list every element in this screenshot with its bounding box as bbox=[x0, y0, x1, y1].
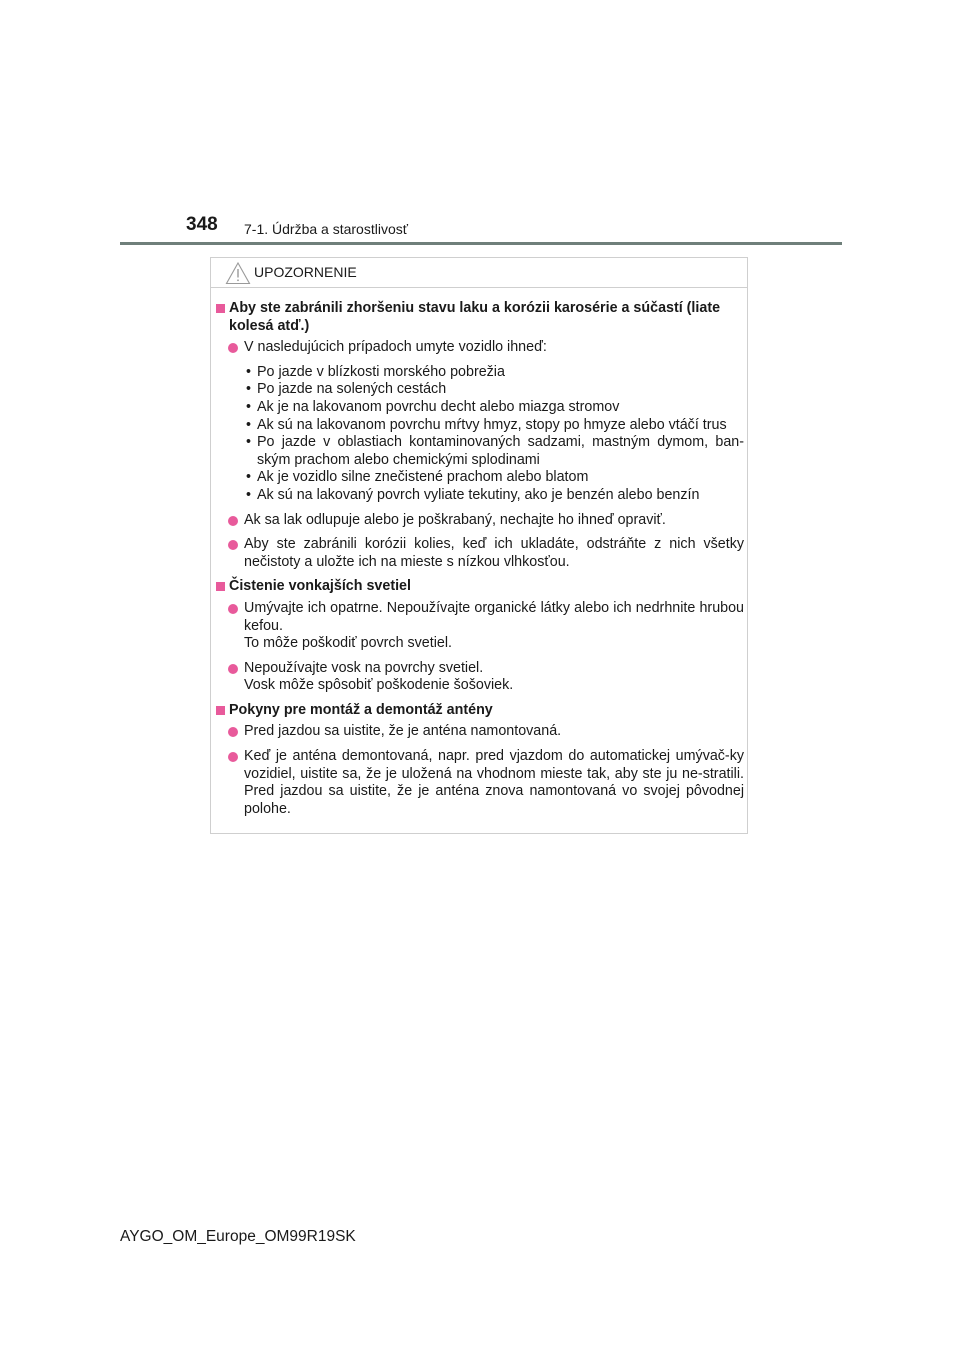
round-bullet-icon bbox=[228, 664, 238, 674]
list-item-text: Keď je anténa demontovaná, napr. pred vjazdom do automatickej umývač-ky vozidiel, uistite sa, že je uložená na vhodnom mieste tak, aby ste ju ne-stratili. Pred jazdou sa uistite, že je anténa znova namontovaná vo svojej pôvodnej polohe. bbox=[244, 748, 744, 817]
sub-list-item-text: Ak je vozidlo silne znečistené prachom alebo blatom bbox=[257, 469, 589, 486]
sub-list-item-text: Po jazde na solených cestách bbox=[257, 381, 447, 398]
square-bullet-icon bbox=[216, 706, 225, 715]
section-heading bbox=[216, 702, 744, 720]
list-item bbox=[216, 512, 744, 530]
square-bullet-icon bbox=[216, 304, 225, 313]
warning-title: UPOZORNENIE bbox=[254, 264, 357, 280]
sub-list-item bbox=[244, 364, 744, 382]
warning-box bbox=[210, 257, 748, 834]
section-title: 7-1. Údržba a starostlivosť bbox=[244, 221, 408, 237]
section-heading bbox=[216, 578, 744, 596]
list-item-text: Pred jazdou sa uistite, že je anténa namontovaná. bbox=[244, 723, 562, 740]
page-number: 348 bbox=[186, 214, 218, 235]
list-item bbox=[216, 660, 744, 695]
document-code: AYGO_OM_Europe_OM99R19SK bbox=[120, 1228, 356, 1245]
square-bullet-icon bbox=[216, 582, 225, 591]
list-item-text: Umývajte ich opatrne. Nepoužívajte organické látky alebo ich nedrhnite hrubou kefou. bbox=[244, 599, 744, 634]
sub-list-item bbox=[244, 399, 744, 417]
dot-bullet-icon: • bbox=[246, 381, 252, 398]
warning-triangle-icon bbox=[225, 261, 251, 285]
header-rule bbox=[120, 242, 842, 245]
dot-bullet-icon: • bbox=[246, 398, 252, 415]
dot-bullet-icon: • bbox=[246, 469, 252, 486]
list-item bbox=[216, 536, 744, 571]
sub-list-item-text: Ak je na lakovanom povrchu decht alebo miazga stromov bbox=[257, 398, 620, 415]
section-heading-text: Aby ste zabránili zhoršeniu stavu laku a korózii karosérie a súčastí (liate kolesá atď.) bbox=[229, 300, 721, 334]
sub-list-item bbox=[244, 417, 744, 435]
list-item-text: Aby ste zabránili korózii kolies, keď ich ukladáte, odstráňte z nich všetky nečistoty a uložte ich na mieste s nízkou vlhkosťou. bbox=[244, 536, 744, 570]
list-item-note: Vosk môže spôsobiť poškodenie šošoviek. bbox=[244, 677, 514, 694]
sub-list-item-text: Ak sú na lakovaný povrch vyliate tekutiny, ako je benzén alebo benzín bbox=[257, 486, 700, 503]
sub-list-item bbox=[244, 434, 744, 469]
warning-header bbox=[211, 258, 747, 288]
round-bullet-icon bbox=[228, 516, 238, 526]
sub-list bbox=[244, 364, 744, 505]
section-heading bbox=[216, 300, 744, 335]
section-exterior-lights bbox=[216, 578, 744, 695]
round-bullet-icon bbox=[228, 727, 238, 737]
list-item bbox=[216, 723, 744, 741]
list-item-text: V nasledujúcich prípadoch umyte vozidlo ihneď: bbox=[244, 339, 547, 356]
dot-bullet-icon: • bbox=[246, 416, 252, 433]
section-heading-text: Pokyny pre montáž a demontáž antény bbox=[229, 701, 493, 718]
section-heading-text: Čistenie vonkajších svetiel bbox=[229, 578, 411, 595]
warning-content bbox=[216, 300, 744, 825]
round-bullet-icon bbox=[228, 752, 238, 762]
sub-list-item bbox=[244, 381, 744, 399]
list-item bbox=[216, 600, 744, 653]
section-paint-corrosion bbox=[216, 300, 744, 571]
dot-bullet-icon: • bbox=[246, 363, 252, 380]
list-item-text: Ak sa lak odlupuje alebo je poškrabaný, nechajte ho ihneď opraviť. bbox=[244, 511, 666, 528]
list-item bbox=[216, 339, 744, 504]
list-item-text: Nepoužívajte vosk na povrchy svetiel. bbox=[244, 659, 484, 676]
round-bullet-icon bbox=[228, 604, 238, 614]
round-bullet-icon bbox=[228, 343, 238, 353]
list-item bbox=[216, 748, 744, 818]
section-antenna bbox=[216, 702, 744, 819]
round-bullet-icon bbox=[228, 540, 238, 550]
sub-list-item-text: Po jazde v oblastiach kontaminovaných sadzami, mastným dymom, ban-ským prachom alebo chemickými splodinami bbox=[257, 434, 744, 468]
sub-list-item bbox=[244, 487, 744, 505]
list-item-note: To môže poškodiť povrch svetiel. bbox=[244, 635, 452, 652]
sub-list-item-text: Ak sú na lakovanom povrchu mŕtvy hmyz, stopy po hmyze alebo vtáčí trus bbox=[257, 416, 727, 433]
sub-list-item-text: Po jazde v blízkosti morského pobrežia bbox=[257, 363, 505, 380]
dot-bullet-icon: • bbox=[246, 434, 252, 451]
sub-list-item bbox=[244, 469, 744, 487]
dot-bullet-icon: • bbox=[246, 486, 252, 503]
